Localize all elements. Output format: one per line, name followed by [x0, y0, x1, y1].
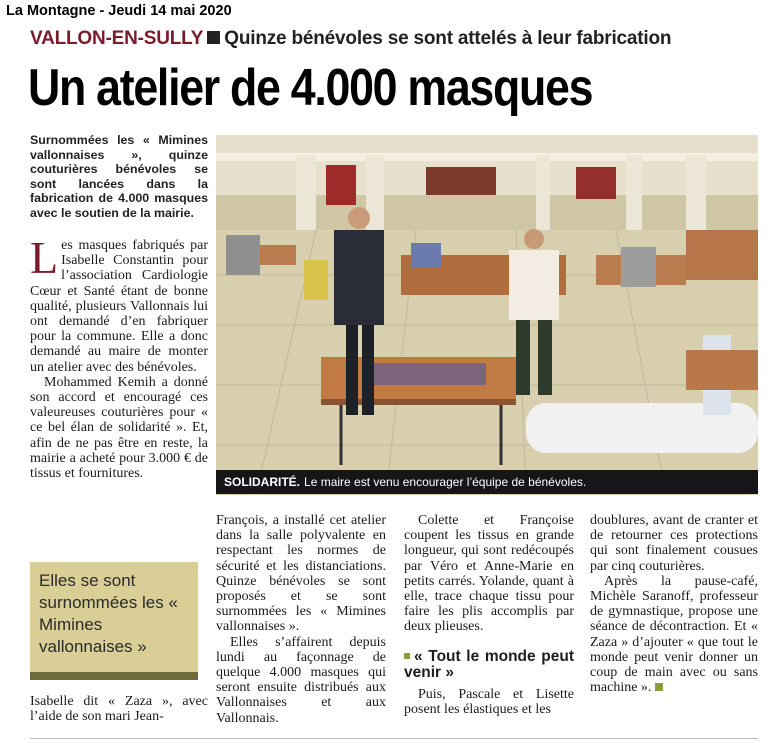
subhead-square-icon	[404, 653, 410, 659]
kicker-square-icon	[207, 31, 220, 44]
paragraph	[590, 574, 758, 696]
article-column-3	[404, 513, 574, 717]
article-column-4	[590, 513, 758, 695]
subhead-text: « Tout le monde peut venir »	[404, 647, 574, 681]
paragraph: Mohammed Kemih a donné son accord et encouragé ces valeureuses couturières pour « ce bel élan de solidarité ». Et, afin de ne pas être en reste, la mairie a acheté pour 3.000 € de tissus et fournitures.	[30, 374, 208, 482]
photo-caption	[216, 470, 758, 494]
caption-text: Le maire est venu encourager l’équipe de bénévoles.	[304, 475, 587, 489]
kicker-place: VALLON-EN-SULLY	[30, 28, 204, 49]
paragraph: Elles s’affairent depuis lundi au façonnage de quelque 4.000 masques qui seront ensuite distribués aux Vallonnaises et aux Vallonnais.	[216, 634, 386, 726]
paragraph-text: Après la pause-café, Michèle Saranoff, professeur de gymnastique, propose une séance de décontraction. Et « Zaza » d’ajouter « que tout le monde peut venir donner un coup de main avec ou sans machine ».	[590, 573, 758, 696]
article-column-1-continued: Isabelle dit « Zaza », avec l’aide de son mari Jean-	[30, 694, 208, 725]
article-headline: Un atelier de 4.000 masques	[28, 59, 593, 117]
paragraph: Colette et Françoise coupent les tissus en grande longueur, qui sont redécoupés par Véro et Anne-Marie en petits carrés. Yolande, quant à elle, trace chaque tissu pour faire les plis accomplis par deux plieuses.	[404, 513, 574, 635]
kicker-dek: Quinze bénévoles se sont attelés à leur fabrication	[224, 28, 672, 49]
bottom-rule	[30, 738, 758, 739]
photo-hall-scene	[216, 135, 758, 495]
newspaper-source-line: La Montagne - Jeudi 14 mai 2020	[6, 3, 232, 19]
paragraph: Puis, Pascale et Lisette posent les élastiques et les	[404, 686, 574, 717]
paragraph: doublures, avant de cranter et de retourner ces protections qui sont finalement cousues par cinq couturières.	[590, 513, 758, 574]
article-kicker	[30, 28, 671, 50]
article-lede: Surnommées les « Mimines vallonnaises », quinze couturières bénévoles se sont lancées dans la fabrication de 4.000 masques avec le soutien de la mairie.	[30, 133, 208, 220]
caption-label: SOLIDARITÉ.	[224, 475, 301, 489]
article-column-2	[216, 513, 386, 726]
pull-quote-text: Elles se sont surnommées les « Mimines vallonnaises »	[39, 571, 178, 656]
paragraph: François, a installé cet atelier dans la salle polyvalente en respectant les normes de sécurité et les distanciations. Quinze bénévoles se sont proposés et se sont surnommées les « Mimines vallonnaises ».	[216, 513, 386, 635]
article-column-1	[30, 232, 208, 482]
article-photo	[216, 135, 758, 495]
paragraph	[30, 232, 208, 375]
drop-cap: L	[30, 232, 59, 283]
article-subhead	[404, 649, 574, 681]
end-mark-icon	[655, 683, 663, 691]
pull-quote-bar	[30, 672, 198, 680]
paragraph-text: es masques fabriqués par Isabelle Constantin pour l’association Cardiologie Cœur et Santé étant de bonne qualité, plusieurs Vallonnais lui ont demandé d’en fabriquer pour la commune. Elle a donc demandé au maire de monter un atelier avec des bénévoles.	[30, 238, 208, 375]
pull-quote-box	[30, 562, 198, 680]
